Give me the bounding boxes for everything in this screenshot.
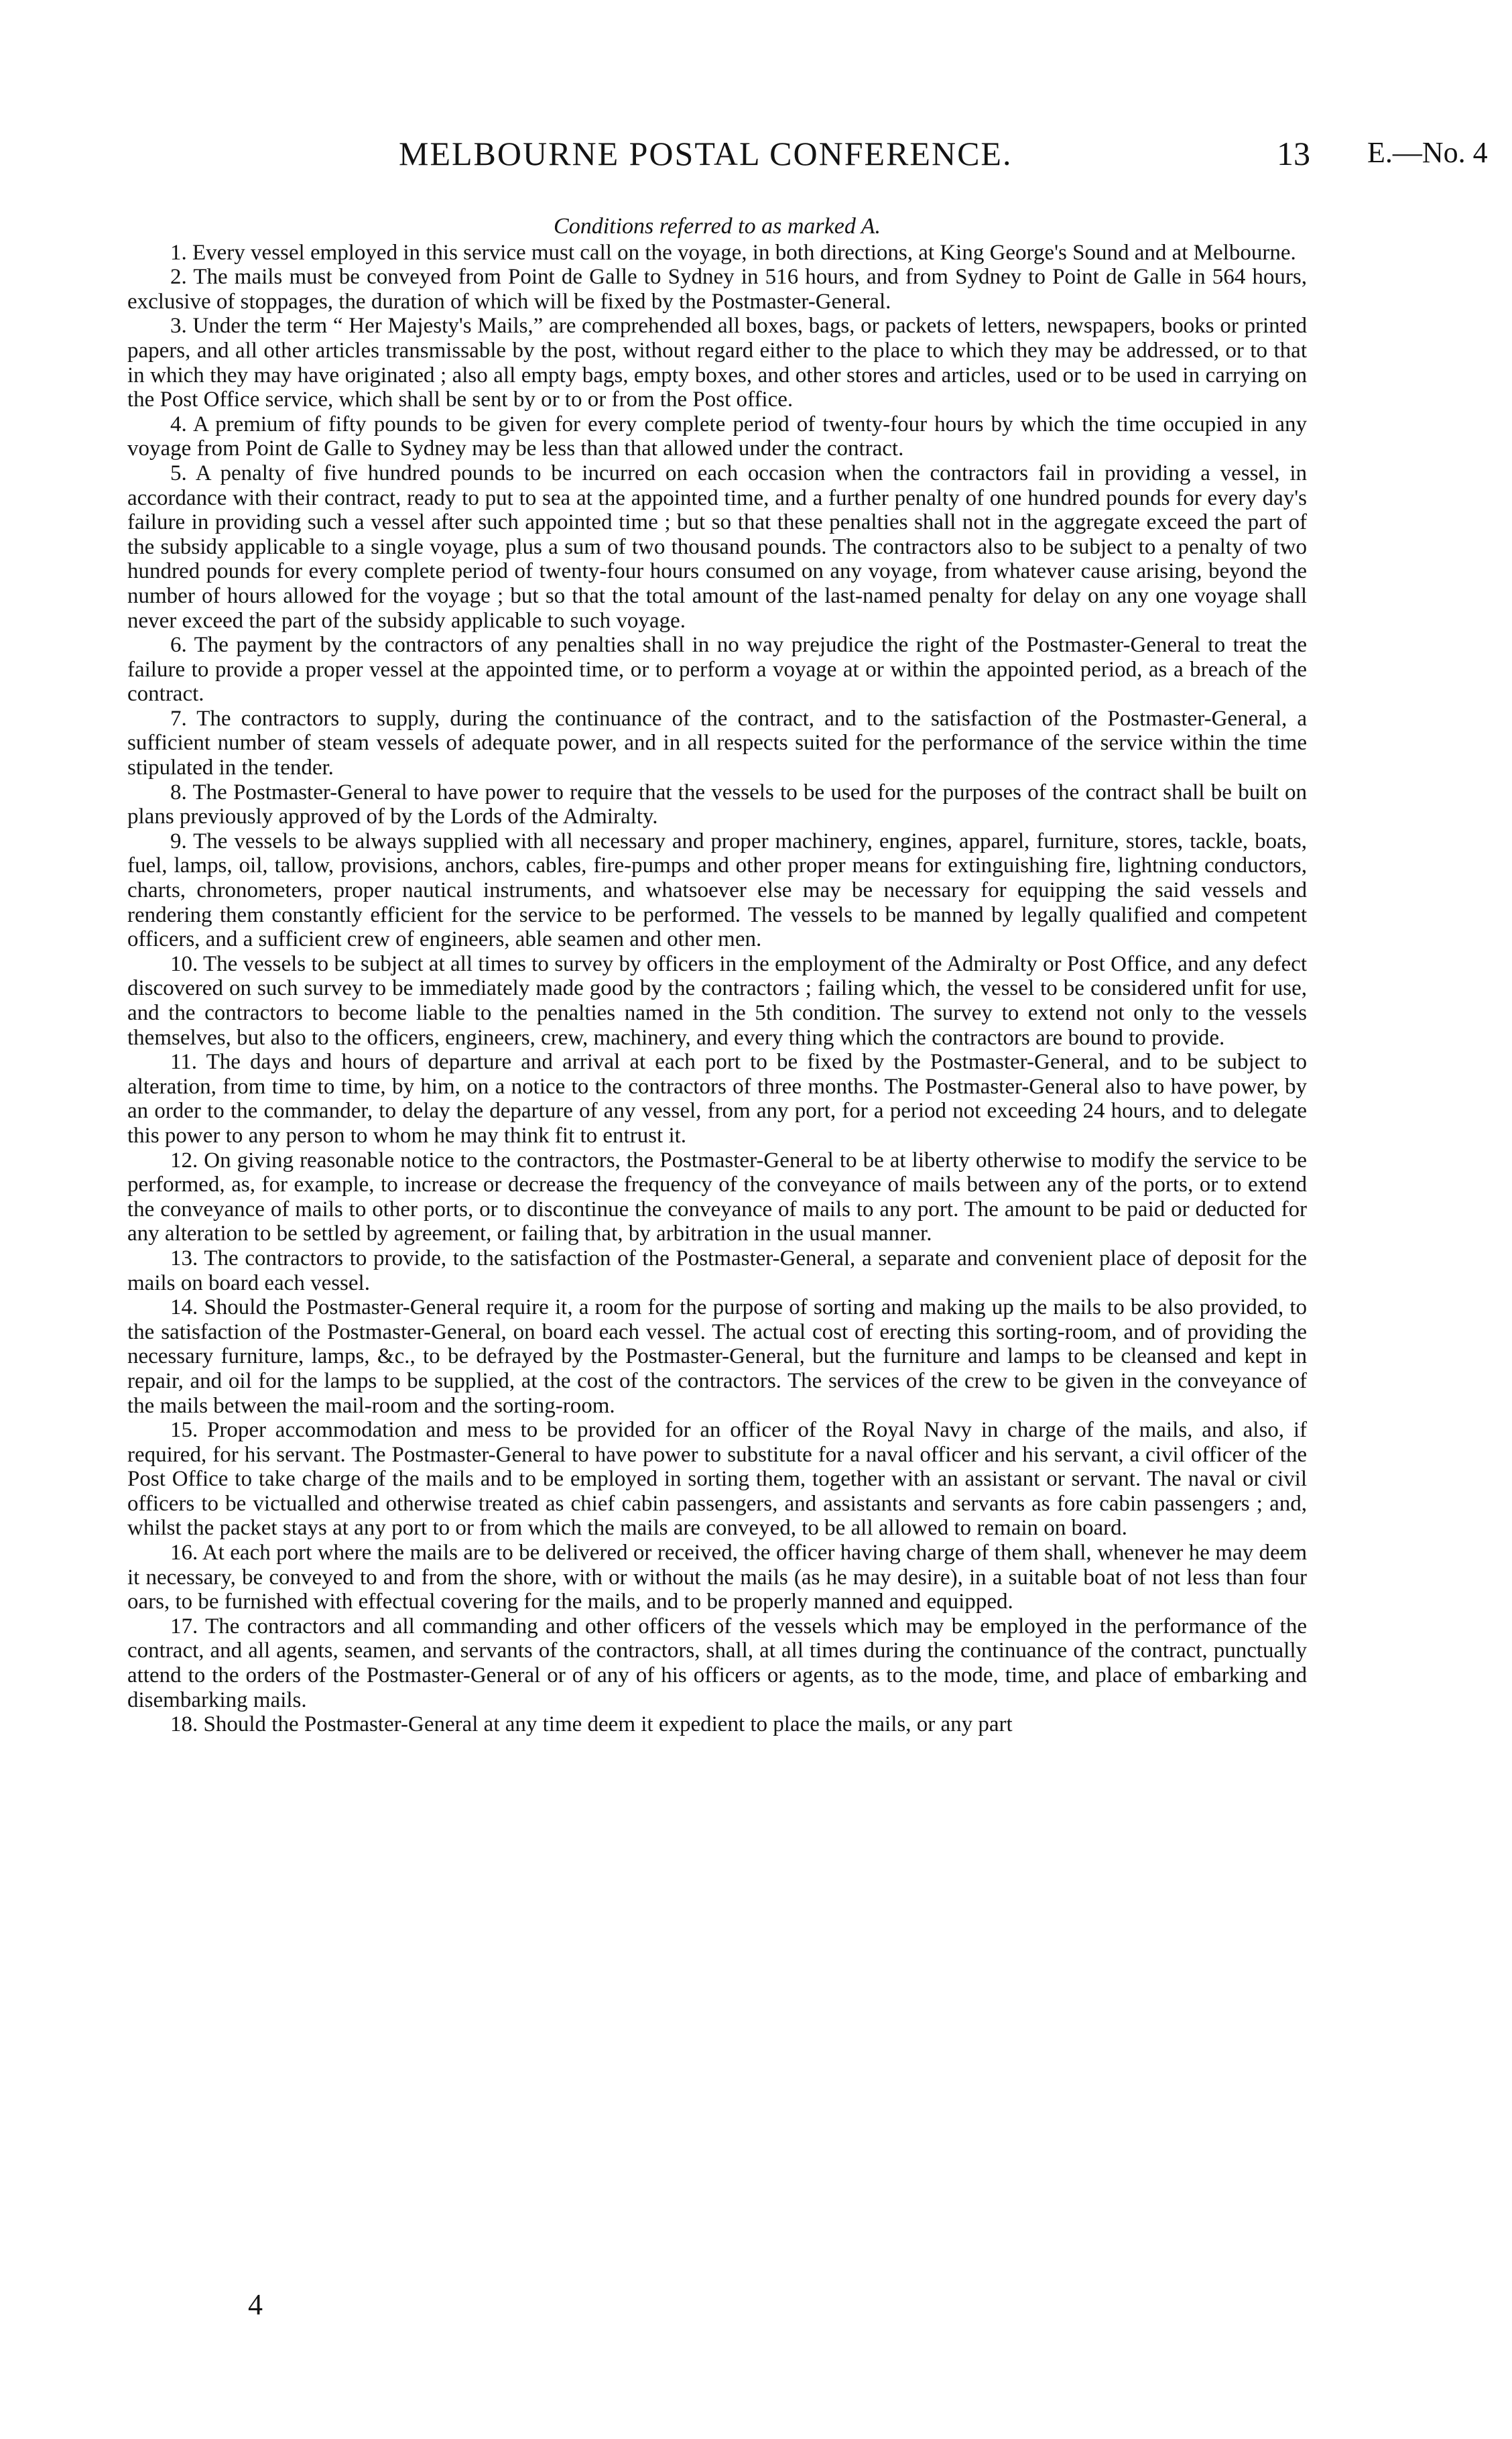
page-number: 13 [1277, 135, 1310, 172]
clause-16: 16. At each port where the mails are to be delivered or received, the officer having charge of them shall, whenever he may deem it necessary, be conveyed to and from the shore, with or without the mails (as he may desire), in a suitable boat of not less than four oars, to be furnished with effectual covering for the mails, and to be properly manned and equipped. [127, 1541, 1307, 1614]
clause-10: 10. The vessels to be subject at all times to survey by officers in the employment of the Admiralty or Post Office, and any defect discovered on such survey to be immediately made good by the contractors ; failing which, the vessel to be considered unfit for use, and the contractors to become liable to the penalties named in the 5th condition. The survey to extend not only to the vessels themselves, but also to the officers, engineers, crew, machinery, and every thing which the contractors are bound to provide. [127, 951, 1307, 1050]
page-header [127, 134, 1488, 188]
page-body [127, 215, 1307, 1737]
clause-15: 15. Proper accommodation and mess to be provided for an officer of the Royal Navy in charge of the mails, and also, if required, for his servant. The Postmaster-General to have power to substitute for a naval officer and his servant, a civil officer of the Post Office to take charge of the mails and to be employed in sorting them, together with an assistant or servant. The naval or civil officers to be victualled and otherwise treated as chief cabin passengers, and assistants and servants as fore cabin passengers ; and, whilst the packet stays at any port to or from which the mails are conveyed, to be all allowed to remain on board. [127, 1418, 1307, 1541]
clause-17: 17. The contractors and all commanding and other officers of the vessels which may be employed in the performance of the contract, and all agents, seamen, and servants of the contractors, shall, at all times during the continuance of the contract, punctually attend to the orders of the Postmaster-General or of any of his officers or agents, as to the mode, time, and place of embarking and disembarking mails. [127, 1614, 1307, 1712]
clause-1: 1. Every vessel employed in this service must call on the voyage, in both directions, at King George's Sound and at Melbourne. [170, 240, 1296, 265]
document-title: MELBOURNE POSTAL CONFERENCE. [399, 135, 1013, 172]
clause-7: 7. The contractors to supply, during the continuance of the contract, and to the satisfaction of the Postmaster-General, a sufficient number of steam vessels of adequate power, and in all respects suited for the performance of the service within the time stipulated in the tender. [127, 706, 1307, 780]
signature-mark: 4 [248, 2288, 263, 2321]
clause-2: 2. The mails must be conveyed from Point de Galle to Sydney in 516 hours, and from Sydney to Point de Galle in 564 hours, exclusive of stoppages, the duration of which will be fixed by the Postmaster-General. [127, 265, 1307, 314]
clause-9: 9. The vessels to be always supplied with all necessary and proper machinery, engines, apparel, furniture, stores, tackle, boats, fuel, lamps, oil, tallow, provisions, anchors, cables, fire-pumps and other proper means for extinguishing fire, lightning conductors, charts, chronometers, proper nautical instruments, and whatsoever else may be necessary for equipping the said vessels and rendering them constantly efficient for the service to be performed. The vessels to be manned by legally qualified and competent officers, and a sufficient crew of engineers, able seamen and other men. [127, 829, 1307, 952]
clause-3: 3. Under the term “ Her Majesty's Mails,” are comprehended all boxes, bags, or packets of letters, newspapers, books or printed papers, and all other articles transmissable by the post, without regard either to the place to which they may be addressed, or to that in which they may have originated ; also all empty bags, empty boxes, and other stores and articles, used or to be used in carrying on the Post Office service, which shall be sent by or to or from the Post office. [127, 314, 1307, 412]
clause-18: 18. Should the Postmaster-General at any time deem it expedient to place the mails, or any part [170, 1712, 1013, 1737]
clause-11: 11. The days and hours of departure and arrival at each port to be fixed by the Postmaster-General, and to be subject to alteration, from time to time, by him, on a notice to the contractors of three months. The Postmaster-General also to have power, by an order to the commander, to delay the departure of any vessel, from any port, for a period not exceeding 24 hours, and to delegate this power to any person to whom he may think fit to entrust it. [127, 1050, 1307, 1148]
clause-14: 14. Should the Postmaster-General require it, a room for the purpose of sorting and making up the mails to be also provided, to the satisfaction of the Postmaster-General, on board each vessel. The actual cost of erecting this sorting-room, and of providing the necessary furniture, lamps, &c., to be defrayed by the Postmaster-General, but the furniture and lamps to be cleansed and kept in repair, and oil for the lamps to be supplied, at the cost of the contractors. The services of the crew to be given in the conveyance of the mails between the mail-room and the sorting-room. [127, 1295, 1307, 1418]
clause-13: 13. The contractors to provide, to the satisfaction of the Postmaster-General, a separate and convenient place of deposit for the mails on board each vessel. [127, 1246, 1307, 1295]
clause-6: 6. The payment by the contractors of any penalties shall in no way prejudice the right of the Postmaster-General to treat the failure to provide a proper vessel at the appointed time, or to perform a voyage at or within the appointed period, as a breach of the contract. [127, 633, 1307, 707]
series-reference: E.—No. 4 [1367, 136, 1488, 169]
clause-5: 5. A penalty of five hundred pounds to be incurred on each occasion when the contractors fail in providing a vessel, in accordance with their contract, ready to put to sea at the appointed time, and a further penalty of one hundred pounds for every day's failure in providing such a vessel after such appointed time ; but so that these penalties shall not in the aggregate exceed the part of the subsidy applicable to a single voyage, plus a sum of two thousand pounds. The contractors also to be subject to a penalty of two hundred pounds for every complete period of twenty-four hours consumed on any voyage, from whatever cause arising, beyond the number of hours allowed for the voyage ; but so that the total amount of the last-named penalty for delay on any one voyage shall never exceed the part of the subsidy applicable to such voyage. [127, 461, 1307, 633]
conditions-subheading: Conditions referred to as marked A. [554, 214, 881, 239]
clause-8: 8. The Postmaster-General to have power to require that the vessels to be used for the purposes of the contract shall be built on plans previously approved of by the Lords of the Admiralty. [127, 780, 1307, 829]
clause-4: 4. A premium of fifty pounds to be given for every complete period of twenty-four hours by which the time occupied in any voyage from Point de Galle to Sydney may be less than that allowed under the contract. [127, 412, 1307, 461]
clause-12: 12. On giving reasonable notice to the contractors, the Postmaster-General to be at liberty otherwise to modify the service to be performed, as, for example, to increase or decrease the frequency of the conveyance of mails between any of the ports, or to extend the conveyance of mails to other ports, or to discontinue the conveyance of mails to any port. The amount to be paid or deducted for any alteration to be settled by agreement, or failing that, by arbitration in the usual manner. [127, 1148, 1307, 1246]
